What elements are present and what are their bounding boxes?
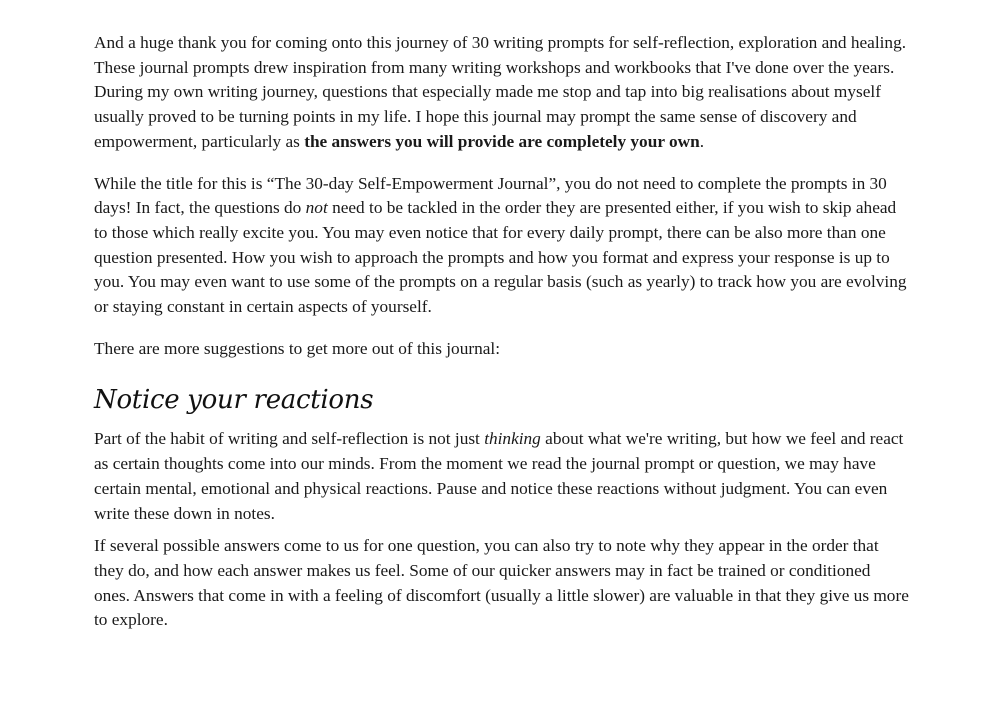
intro-paragraph-title	[94, 172, 909, 320]
section-paragraph-habit-text-a: Part of the habit of writing and self-reflection is not just	[94, 429, 485, 449]
intro-paragraph-thanks-bold: the answers you will provide are completely your own	[304, 131, 700, 151]
intro-paragraph-thanks	[94, 31, 909, 155]
intro-paragraph-thanks-text: And a huge thank you for coming onto this journey of 30 writing prompts for self-reflection, exploration and healing. These journal prompts drew inspiration from many writing workshops and workbooks that I've done over the years. During my own writing journey, questions that especially made me stop and tap into big realisations about myself usually proved to be turning points in my life. I hope this journal may prompt the same sense of discovery and empowerment, particularly as	[94, 33, 907, 151]
intro-paragraph-thanks-end: .	[699, 131, 705, 151]
section-paragraph-answers: If several possible answers come to us for one question, you can also try to note why they appear in the order that they do, and how each answer makes us feel. Some of our quicker answers may in fact be trained or conditioned ones. Answers that come in with a feeling of discomfort (usually a little slower) are valuable in that they give us more to explore.	[94, 536, 909, 630]
section-paragraph-habit	[94, 427, 909, 526]
section-heading: Notice your reactions	[94, 385, 374, 416]
section-paragraph-habit-emphasis: thinking	[484, 429, 541, 449]
section-paragraph-habit-text-b: about what we're writing, but how we feel and react as certain thoughts come into our minds. From the moment we read the journal prompt or question, we may have certain mental, emotional and physical reactions. Pause and notice these reactions without judgment. You can even write these down in notes.	[94, 429, 904, 523]
intro-paragraph-title-text-b: need to be tackled in the order they are presented either, if you wish to skip ahead to those which really excite you. You may even notice that for every daily prompt, there can be also more than one question presented. How you wish to approach the prompts and how you format and express your response is up to you. You may even want to use some of the prompts on a regular basis (such as yearly) to track how you are evolving or staying constant in certain aspects of yourself.	[94, 198, 907, 317]
document-page	[94, 31, 909, 650]
intro-paragraph-suggestions: There are more suggestions to get more out of this journal:	[94, 338, 501, 358]
intro-paragraph-title-emphasis: not	[305, 198, 328, 218]
intro-paragraph-title-text-a: While the title for this is “The 30-day Self-Empowerment Journal”, you do not need to complete the prompts in 30 days! In fact, the questions do	[94, 173, 887, 218]
